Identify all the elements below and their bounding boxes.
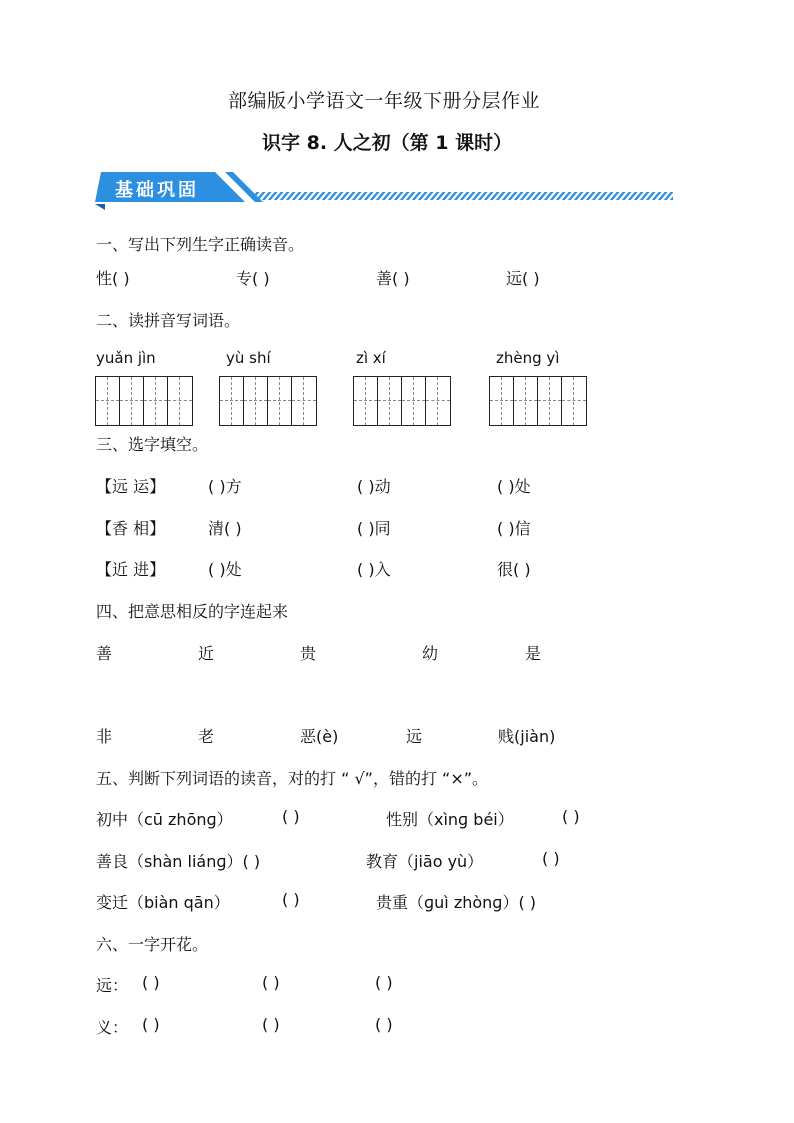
q1-item[interactable]: 善( ) [376,269,410,288]
expand-blank[interactable]: ( ) [142,973,160,992]
section-banner [95,170,675,212]
q5-heading: 五、判断下列词语的读音，对的打 “ √”，错的打 “×”。 [96,769,489,788]
fill-blank[interactable]: ( )信 [497,519,531,538]
grid-cell[interactable] [168,377,192,425]
banner-label: 基础巩固 [115,180,199,201]
fill-blank[interactable]: ( )入 [357,560,391,579]
q3-heading: 三、选字填空。 [96,435,209,454]
match-word-bottom[interactable]: 非 [96,727,113,746]
q1-item[interactable]: 远( ) [506,269,540,288]
grid-cell[interactable] [402,377,426,425]
fill-blank[interactable]: ( )处 [497,477,531,496]
grid-cell[interactable] [96,377,120,425]
grid-cell[interactable] [120,377,144,425]
judge-word: 初中（cū zhōnɡ） [96,810,233,829]
judge-blank[interactable]: ( ) [282,890,300,909]
fill-blank[interactable]: 清( ) [208,519,242,538]
judge-word: 变迁（biàn qān） [96,893,230,912]
q1-item[interactable]: 性( ) [96,269,130,288]
match-word-top[interactable]: 近 [198,644,215,663]
judge-blank[interactable]: ( ) [282,807,300,826]
grid-cell[interactable] [292,377,316,425]
grid-cell[interactable] [268,377,292,425]
match-word-bottom[interactable]: 远 [406,727,423,746]
writing-grid[interactable] [489,376,587,426]
fill-blank[interactable]: 很( ) [497,560,531,579]
expand-blank[interactable]: ( ) [375,973,393,992]
expand-blank[interactable]: ( ) [262,1015,280,1034]
judge-blank[interactable]: ( ) [542,849,560,868]
grid-cell[interactable] [538,377,562,425]
grid-cell[interactable] [378,377,402,425]
document-title: 部编版小学语文一年级下册分层作业 [228,90,541,112]
fill-blank[interactable]: ( )方 [208,477,242,496]
grid-cell[interactable] [562,377,586,425]
writing-grid[interactable] [219,376,317,426]
writing-grid[interactable] [95,376,193,426]
match-word-bottom[interactable]: 老 [198,727,215,746]
match-word-top[interactable]: 是 [525,644,542,663]
writing-grid[interactable] [353,376,451,426]
fill-blank[interactable]: ( )同 [357,519,391,538]
grid-cell[interactable] [220,377,244,425]
judge-blank[interactable]: ( ) [562,807,580,826]
choice-pair: 【远 运】 [96,477,166,496]
grid-cell[interactable] [490,377,514,425]
judge-word: 教育（jiāo yù） [366,852,484,871]
match-word-top[interactable]: 幼 [422,644,439,663]
pinyin-label: yù shí [226,349,271,367]
choice-pair: 【香 相】 [96,519,166,538]
q1-item[interactable]: 专( ) [236,269,270,288]
lesson-subtitle: 识字 8. 人之初（第 1 课时） [262,132,513,154]
q4-heading: 四、把意思相反的字连起来 [96,602,289,621]
judge-word: 贵重（ɡuì zhònɡ）( ) [376,893,537,912]
match-word-bottom[interactable]: 贱(jiàn) [498,727,556,746]
fill-blank[interactable]: ( )处 [208,560,242,579]
grid-cell[interactable] [514,377,538,425]
match-word-top[interactable]: 善 [96,644,113,663]
judge-word: 善良（shàn liánɡ）( ) [96,852,261,871]
pinyin-label: yuǎn jìn [96,349,156,367]
q1-heading: 一、写出下列生字正确读音。 [96,235,305,254]
expand-char: 远： [96,976,129,995]
judge-word: 性别（xìnɡ béi） [386,810,514,829]
grid-cell[interactable] [144,377,168,425]
pinyin-label: zhèng yì [496,349,560,367]
pinyin-label: zì xí [356,349,386,367]
grid-cell[interactable] [426,377,450,425]
choice-pair: 【近 进】 [96,560,166,579]
q2-heading: 二、读拼音写词语。 [96,311,241,330]
expand-blank[interactable]: ( ) [262,973,280,992]
q6-heading: 六、一字开花。 [96,935,209,954]
fill-blank[interactable]: ( )动 [357,477,391,496]
match-word-top[interactable]: 贵 [300,644,317,663]
match-word-bottom[interactable]: 恶(è) [300,727,339,746]
grid-cell[interactable] [354,377,378,425]
expand-blank[interactable]: ( ) [375,1015,393,1034]
expand-char: 义： [96,1018,129,1037]
grid-cell[interactable] [244,377,268,425]
expand-blank[interactable]: ( ) [142,1015,160,1034]
